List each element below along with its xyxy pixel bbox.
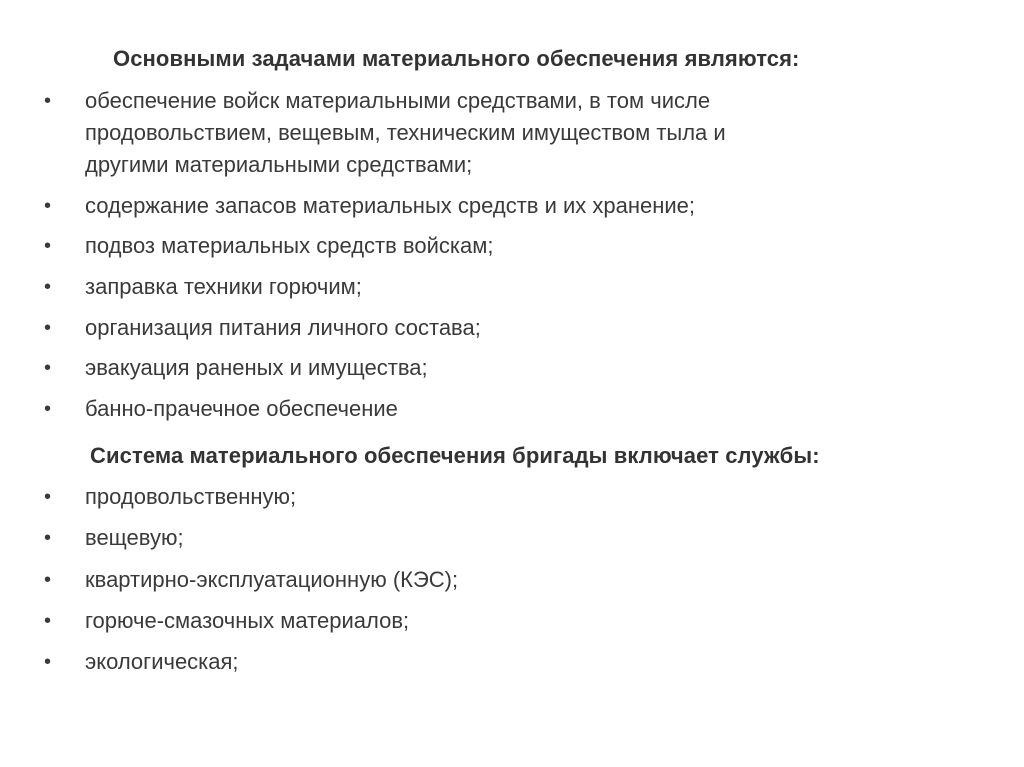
section-2-heading: Система материального обеспечения бригады включает службы: — [90, 443, 820, 468]
list-item-text: вещевую; — [85, 525, 184, 551]
list-item-text: содержание запасов материальных средств и их хранение; — [85, 192, 696, 218]
tasks-list — [0, 85, 905, 434]
bullet-icon: • — [44, 316, 52, 339]
bullet-icon: • — [44, 568, 52, 591]
list-item — [0, 393, 905, 425]
bullet-icon: • — [44, 276, 52, 299]
bullet-icon: • — [44, 486, 52, 508]
bullet-icon: • — [44, 194, 52, 217]
list-item-text: обеспечение войск материальными средствами, в том числе — [85, 88, 711, 113]
list-item — [0, 646, 905, 678]
list-item — [0, 481, 905, 513]
list-item-text: экологическая; — [85, 649, 239, 675]
section-1-heading: Основными задачами материального обеспечения являются: — [113, 46, 800, 71]
bullet-icon: • — [44, 398, 52, 421]
list-item — [0, 190, 905, 222]
list-item — [0, 230, 905, 262]
list-item — [0, 85, 905, 181]
list-item — [0, 271, 905, 303]
bullet-icon: • — [44, 235, 52, 258]
list-item-text: организация питания личного состава; — [85, 314, 481, 340]
list-item-text: продовольствием, вещевым, техническим имуществом тыла и — [85, 120, 726, 145]
bullet-icon: • — [44, 609, 52, 632]
list-item-text: подвоз материальных средств войскам; — [85, 233, 494, 259]
list-item — [0, 352, 905, 384]
list-item — [0, 312, 905, 344]
bullet-icon: • — [44, 651, 52, 674]
list-item-text: другими материальными средствами; — [85, 152, 473, 177]
bullet-icon: • — [44, 90, 52, 112]
list-item-text: банно-прачечное обеспечение — [85, 396, 398, 422]
list-item — [0, 522, 905, 554]
bullet-icon: • — [44, 357, 52, 380]
list-item — [0, 564, 905, 596]
services-list — [0, 481, 905, 687]
list-item-text: продовольственную; — [85, 484, 297, 509]
list-item-text: заправка техники горючим; — [85, 274, 362, 300]
list-item-text: горюче-смазочных материалов; — [85, 607, 410, 633]
bullet-icon: • — [44, 527, 52, 550]
list-item — [0, 605, 905, 637]
list-item-text: квартирно-эксплуатационную (КЭС); — [85, 566, 459, 592]
list-item-text: эвакуация раненых и имущества; — [85, 355, 428, 381]
